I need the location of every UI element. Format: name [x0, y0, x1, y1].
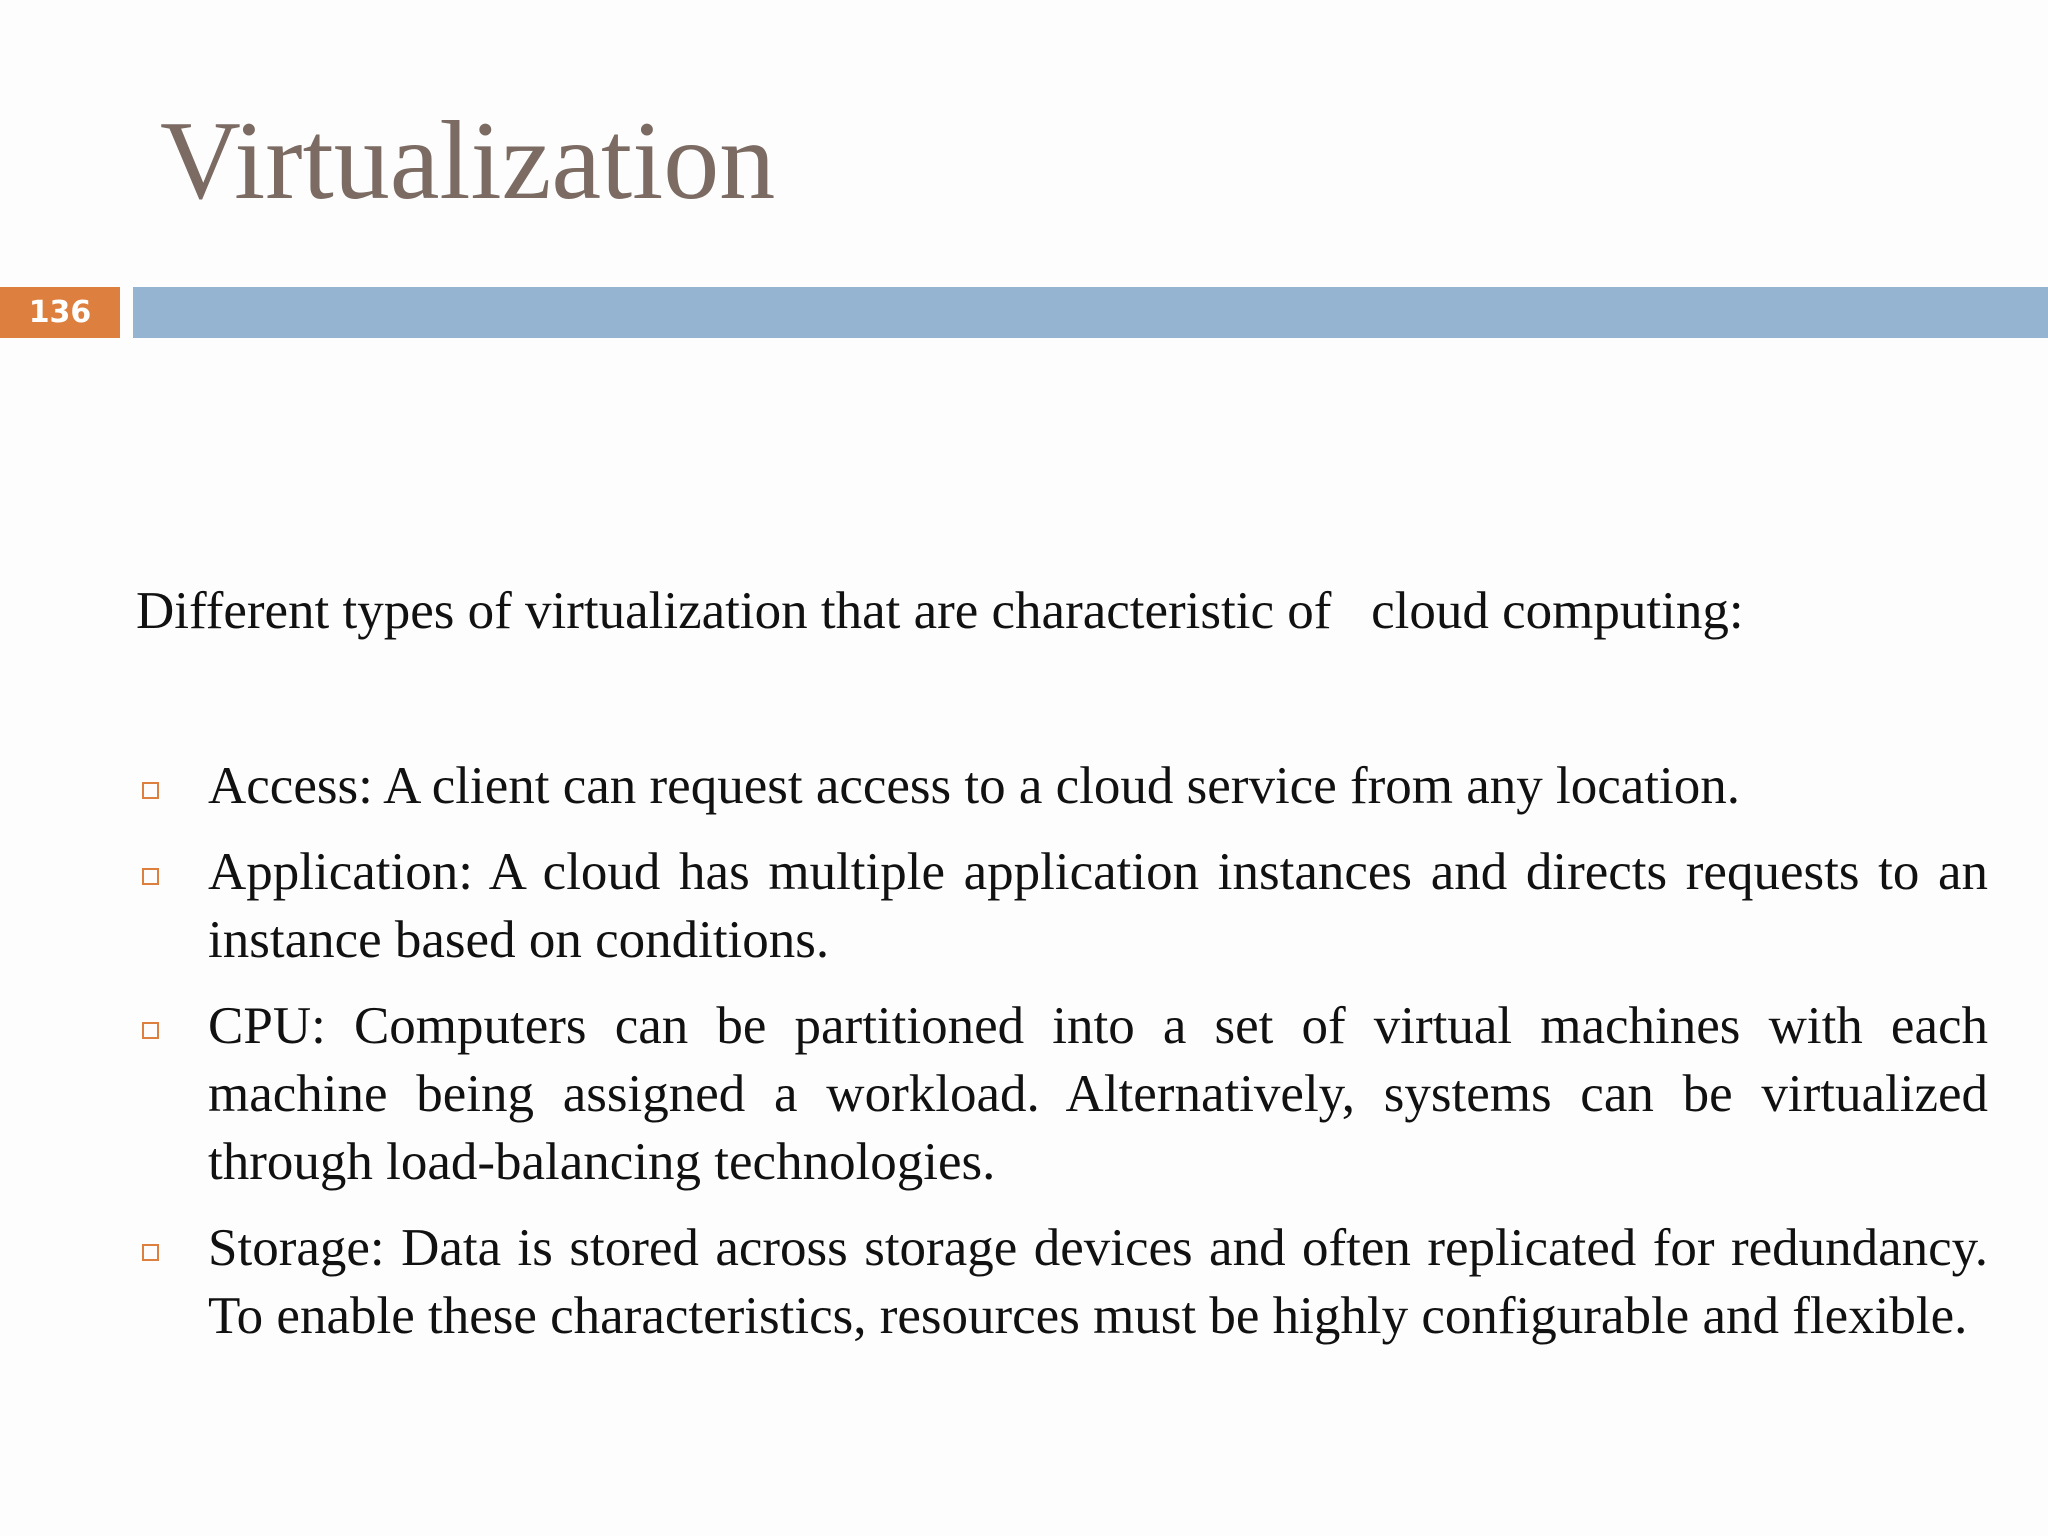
bullet-list	[136, 752, 1988, 1368]
hollow-square-icon	[142, 1022, 159, 1039]
bullet-text: Storage: Data is stored across storage devices and often replicated for redundancy. To enable these characteristics, resources must be highly configurable and flexible.	[208, 1219, 1988, 1345]
header-divider-bar	[133, 287, 2048, 338]
intro-text: Different types of virtualization that are characteristic of cloud computing:	[136, 582, 1744, 640]
bullet-item-cpu	[136, 992, 1988, 1196]
bullet-item-access	[136, 752, 1988, 820]
slide-title: Virtualization	[160, 99, 776, 223]
bullet-item-application	[136, 838, 1988, 974]
hollow-square-icon	[142, 868, 159, 885]
bullet-text: Application: A cloud has multiple application instances and directs requests to an instance based on conditions.	[208, 843, 1988, 969]
page-number-badge: 136	[0, 287, 120, 338]
bullet-text: CPU: Computers can be partitioned into a set of virtual machines with each machine being assigned a workload. Alternatively, systems can be virtualized through load-balancing technologies.	[208, 997, 1988, 1191]
hollow-square-icon	[142, 782, 159, 799]
bullet-text: Access: A client can request access to a cloud service from any location.	[208, 757, 1741, 815]
bullet-item-storage	[136, 1214, 1988, 1350]
hollow-square-icon	[142, 1244, 159, 1261]
